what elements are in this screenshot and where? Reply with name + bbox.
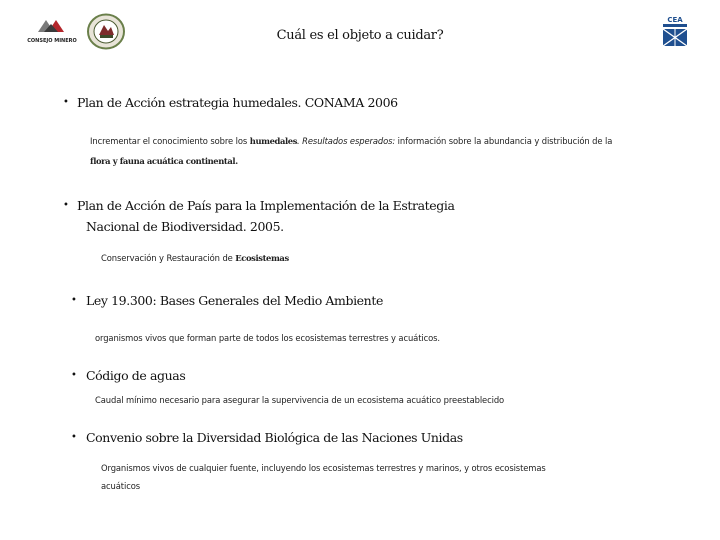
svg-text:CONSEJO MINERO: CONSEJO MINERO xyxy=(27,38,77,44)
item-detail-ley-19300: organismos vivos que forman parte de todos los ecosistemas terrestres y acuáticos. xyxy=(95,333,440,343)
bullet: • xyxy=(63,200,69,211)
item-heading-ley-19300: Ley 19.300: Bases Generales del Medio Ambiente xyxy=(86,293,383,308)
item-detail-convenio-line2: acuáticos xyxy=(101,481,140,491)
item-heading-biodiversidad-line2: Nacional de Biodiversidad. 2005. xyxy=(86,219,284,234)
bullet: • xyxy=(71,295,77,306)
item-detail-humedales: Incrementar el conocimiento sobre los humedales. Resultados esperados: información sobre la abundancia y distribución de la xyxy=(90,136,613,146)
page-title: Cuál es el objeto a cuidar? xyxy=(276,28,444,43)
item-detail-biodiversidad: Conservación y Restauración de Ecosistemas xyxy=(101,253,289,263)
item-heading-biodiversidad-line1: Plan de Acción de País para la Implementación de la Estrategia xyxy=(77,198,455,213)
bullet: • xyxy=(71,370,77,381)
item-heading-convenio: Convenio sobre la Diversidad Biológica de las Naciones Unidas xyxy=(86,430,463,445)
item-detail-codigo-aguas: Caudal mínimo necesario para asegurar la supervivencia de un ecosistema acuático preestablecido xyxy=(95,395,505,405)
item-heading-codigo-aguas: Código de aguas xyxy=(86,368,186,383)
item-detail-convenio-line1: Organismos vivos de cualquier fuente, incluyendo los ecosistemas terrestres y marinos, y otros ecosistemas xyxy=(101,463,546,473)
bullet: • xyxy=(71,432,77,443)
item-detail-humedales-line2: flora y fauna acuática continental. xyxy=(90,156,238,166)
bullet: • xyxy=(63,97,69,108)
item-heading-humedales: Plan de Acción estrategia humedales. CONAMA 2006 xyxy=(77,95,398,110)
svg-text:CEA: CEA xyxy=(667,16,683,24)
